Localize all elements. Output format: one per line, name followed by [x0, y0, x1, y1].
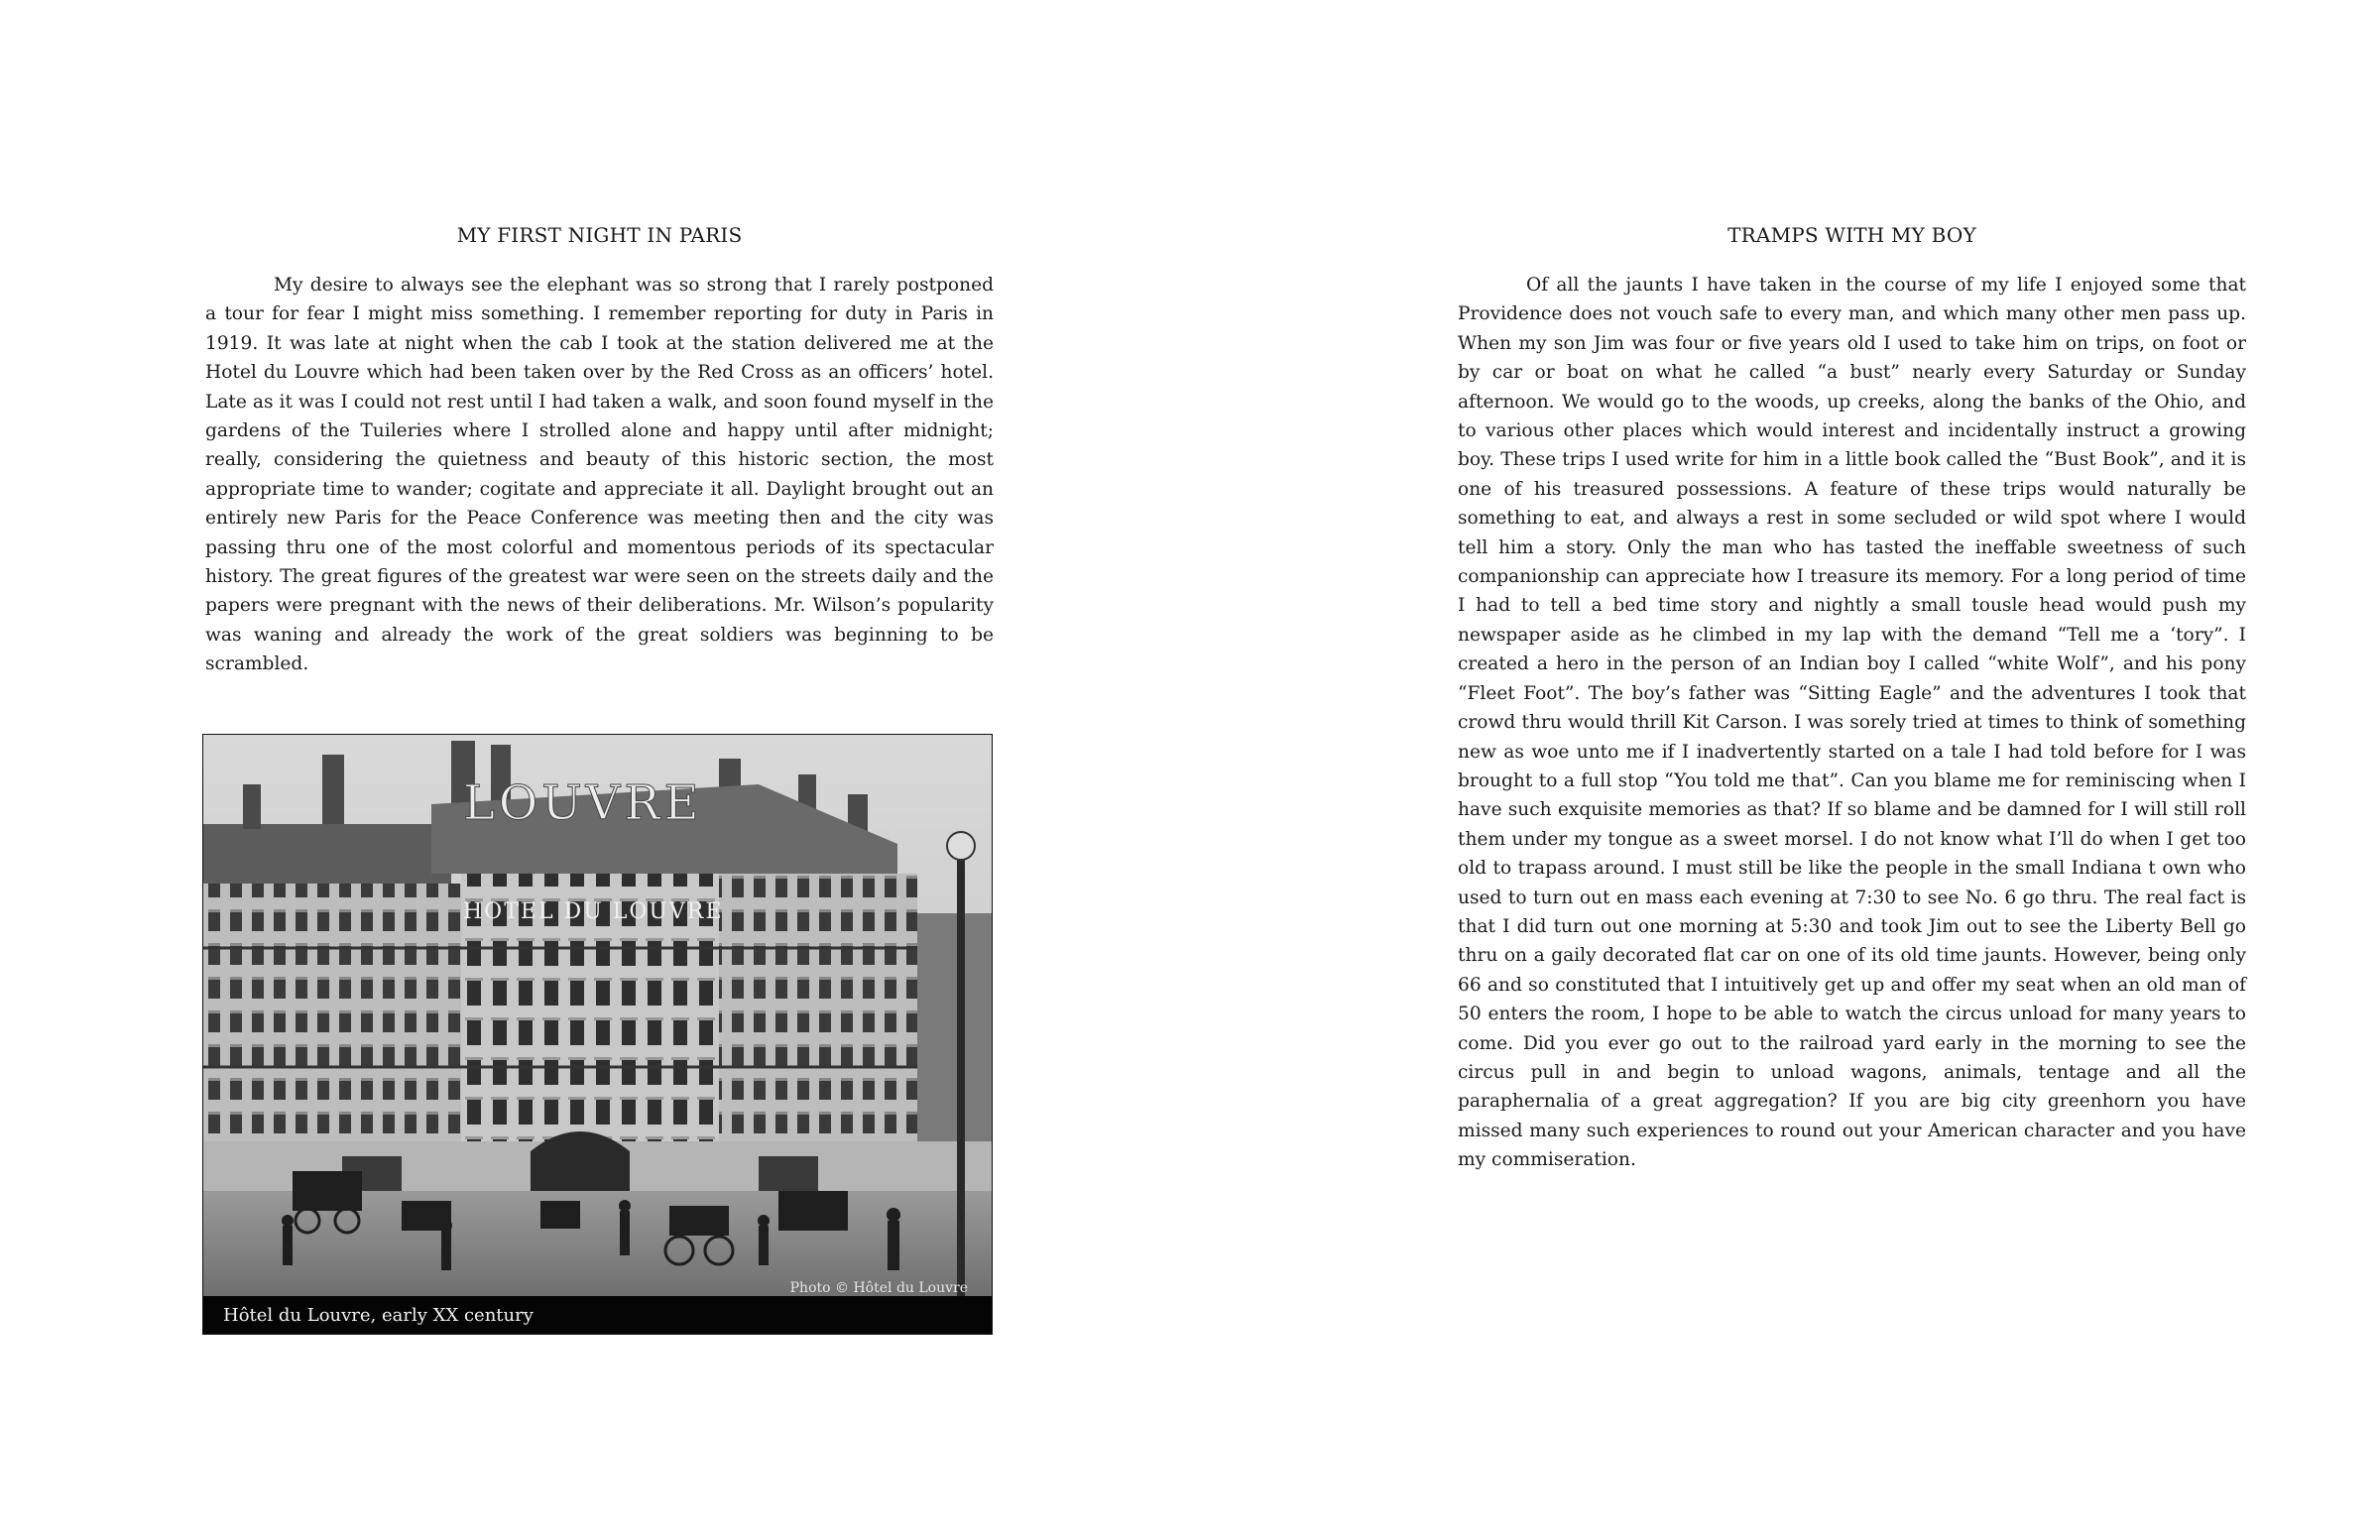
photo-credit: Photo © Hôtel du Louvre [789, 1280, 968, 1296]
body-paragraph: My desire to always see the elephant was so strong that I rarely postponed a tour for fear I might miss something. I remember reporting for duty in Paris in 1919. It was late at night when the cab I took at the station delivered me at the Hotel du Louvre which had been taken over by the Red Cross as an officers’ hotel. Late as it was I could not rest until I had taken a walk, and soon found myself in the gardens of the Tuileries where I strolled alone and happy until after midnight; really, considering the quietness and beauty of this historic section, the most appropriate time to wander; cogitate and appreciate it all. Daylight brought out an entirely new Paris for the Peace Conference was meeting then and the city was passing thru one of the most colorful and momentous periods of its spectacular history. The great figures of the greatest war were seen on the streets daily and the papers were pregnant with the news of their deliberations. Mr. Wilson’s popularity was waning and already the work of the great soldiers was beginning to be scrambled. [205, 275, 994, 675]
right-column [1458, 223, 2246, 1175]
facade-sign: HOTEL DU LOUVRE [463, 899, 724, 924]
page-title: MY FIRST NIGHT IN PARIS [456, 223, 743, 247]
page-title: TRAMPS WITH MY BOY [1727, 223, 1976, 247]
body-paragraph: Of all the jaunts I have taken in the course of my life I enjoyed some that Providence does not vouch safe to every man, and which many other men pass up. When my son Jim was four or five years old I used to take him on trips, on foot or by car or boat on what he called “a bust” nearly every Saturday or Sunday afternoon. We would go to the woods, up creeks, along the banks of the Ohio, and to various other places which would interest and incidentally instruct a growing boy. These trips I used write for him in a little book called the “Bust Book”, and it is one of his treasured possessions. A feature of these trips would naturally be something to eat, and always a rest in some secluded or wild spot where I would tell him a story. Only the man who has tasted the ineffable sweetness of such companionship can appreciate how I treasure its memory. For a long period of time I had to tell a bed time story and nightly a small tousle head would push my newspaper aside as he climbed in my lap with the demand “Tell me a ‘tory”. I created a hero in the person of an Indian boy I called “white Wolf”, and his pony “Fleet Foot”. The boy’s father was “Sitting Eagle” and the adventures I took that crowd thru would thrill Kit Carson. I was sorely tried at times to think of something new as woe unto me if I inadvertently started on a tale I had told before for I was brought to a full stop “You told me that”. Can you blame me for reminiscing when I have such exquisite memories as that? If so blame and be damned for I will still roll them under my tongue as a sweet morsel. I do not know what I’ll do when I get too old to trapass around. I must still be like the people in the small Indiana t own who used to turn out en mass each evening at 7:30 to see No. 6 go thru. The real fact is that I did turn out one morning at 5:30 and took Jim out to see the Liberty Bell go thru on a gaily decorated flat car on one of its old time jaunts. However, being only 66 and so constituted that I intuitively get up and offer my seat when an old man of 50 enters the room, I hope to be able to watch the circus unload for many years to come. Did you ever go out to the railroad yard early in the morning to see the circus pull in and begin to unload wagons, animals, tentage and all the paraphernalia of a great aggregation? If you are big city greenhorn you have missed many such experiences to round out your American character and you have my commiseration. [1458, 275, 2246, 1171]
photo-caption: Hôtel du Louvre, early XX century [223, 1305, 534, 1326]
hotel-photo [202, 734, 993, 1335]
hotel-illustration [203, 735, 993, 1335]
right-page [1190, 0, 2380, 1540]
roof-sign: LOUVRE [463, 775, 703, 831]
left-column [205, 223, 994, 679]
